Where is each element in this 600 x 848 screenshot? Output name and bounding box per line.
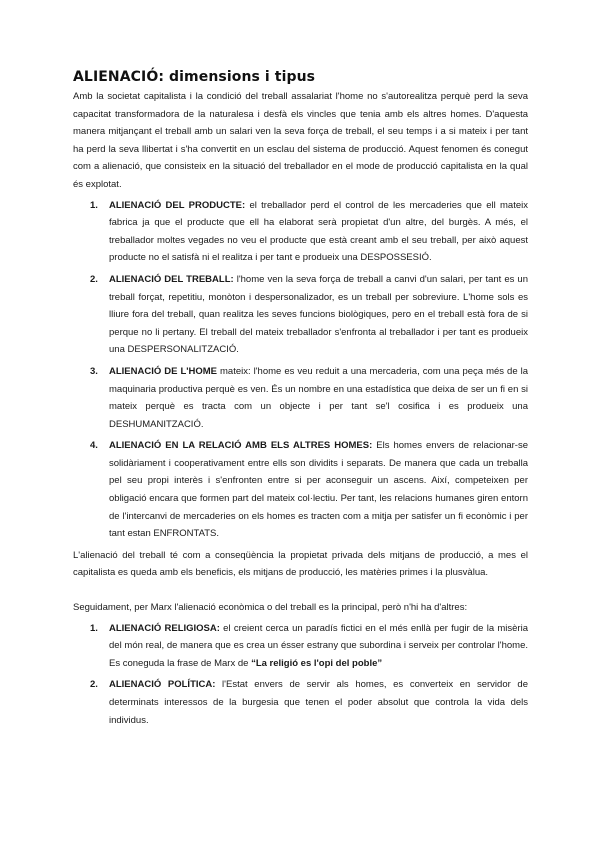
lead-paragraph: Seguidament, per Marx l'alienació econòmica o del treball es la principal, però n'hi ha d'altres: bbox=[73, 602, 468, 614]
item-text: l'home ven la seva força de treball a canvi d'un salari, per tant es un treball forçat, repetitiu, monòton i despersonalizador, es un treball per sobreviure. L'home sols es lliure fora del treball, quan realitza les seves funcions biològiques, pero en el treball està fora de si perque no li pertany. El treball del mateix treballador s'enfronta al treballador i per tant es produeix una DESPERSONALITZACIÓ. bbox=[109, 273, 528, 356]
item-text: Els homes envers de relacionar-se solidàriament i cooperativament entre ells son dividits i separats. De manera que cada un treballa pel seu propi interès i s'enfronten entre si per aconseguir un ascens. Així, competeixen per obligació encara que formen part del mateix col·lectiu. Per tant, les relacions humanes giren entorn de l'intercanvi de mercaderies on els homes es tracten com a mitja per satisfer un fi econòmic i per tant estan ENFRONTATS. bbox=[109, 440, 529, 540]
item-text: el treballador perd el control de les mercaderies que ell mateix fabrica ja que el producte que ell ha elaborat serà propietat d'un altre, del burgès. A més, el treballador moltes vegades no veu el producte que està creant amb el seu treball, per això aquest producte no el satisfà ni el realitza i per tant e produeix una DESPOSSESIÓ. bbox=[109, 199, 528, 264]
conclusion-paragraph: L'alienació del treball té com a conseqüència la propietat privada dels mitjans de producció, a mes el capitalista es queda amb els beneficis, els mitjans de producció, les matèries primes i la plusvàlua. bbox=[73, 549, 528, 579]
list-number: 2. bbox=[90, 273, 98, 285]
intro-paragraph: Amb la societat capitalista i la condició del treball assalariat l'home no s'autorealitza perquè perd la seva capacitat transformadora de la naturalesa i desfà els vincles que tenia amb els altres homes. D'aquesta manera mitjançant el treball amb un salari ven la seva força de treball, el seu temps i a si mateix i per tant ha perd la seva llibertat i s'ha convertit en un esclau del sistema de producció. Aquest fenomen és conegut com a alienació, que consisteix en la situació del treballador en el mode de producció capitalista en la qual és explotat. bbox=[73, 91, 528, 190]
marx-quote: “La religió es l'opi del poble” bbox=[251, 657, 383, 669]
list-number: 1. bbox=[90, 622, 98, 634]
item-text: l'Estat envers de servir als homes, es converteix en servidor de determinats interessos de la burgesia que tenen el poder absolut que controla la vida dels individus. bbox=[109, 679, 528, 726]
other-alienations-list bbox=[73, 620, 528, 730]
item-heading: ALIENACIÓ RELIGIOSA: bbox=[109, 622, 220, 634]
list-item bbox=[90, 271, 528, 359]
paragraph-gap bbox=[73, 582, 528, 599]
item-heading: ALIENACIÓ DEL TREBALL: bbox=[109, 273, 234, 285]
list-item bbox=[90, 363, 528, 433]
list-number: 2. bbox=[90, 679, 98, 691]
list-item bbox=[90, 676, 528, 729]
item-heading: ALIENACIÓ EN LA RELACIÓ AMB ELS ALTRES HOMES: bbox=[109, 440, 373, 452]
item-heading: ALIENACIÓ DEL PRODUCTE: bbox=[109, 199, 246, 211]
item-heading: ALIENACIÓ POLÍTICA: bbox=[109, 679, 216, 691]
alienation-dimensions-list bbox=[73, 197, 528, 543]
list-number: 3. bbox=[90, 365, 98, 377]
list-item bbox=[90, 197, 528, 267]
list-item bbox=[90, 437, 529, 543]
item-text: mateix: l'home es veu reduit a una mercaderia, com una peça més de la maquinaria productiva perquè es ven. És un nombre en una estadística que deixa de ser un fi en si mateix perquè es tracta com un objecte i per tant se'l cosifica i es produeix una DESHUMANITZACIÓ. bbox=[109, 365, 528, 430]
page-title: ALIENACIÓ: dimensions i tipus bbox=[73, 69, 316, 85]
item-text: el creient cerca un paradís fictici en el més enllà per fugir de la misèria del món real, de manera que es crea un ésser estrany que subordina i serveix per controlar l'home. Es coneguda la frase de Marx de bbox=[109, 622, 528, 669]
list-number: 1. bbox=[90, 199, 98, 211]
item-heading: ALIENACIÓ DE L'HOME bbox=[109, 365, 218, 377]
list-number: 4. bbox=[90, 440, 98, 452]
list-item bbox=[90, 620, 528, 673]
